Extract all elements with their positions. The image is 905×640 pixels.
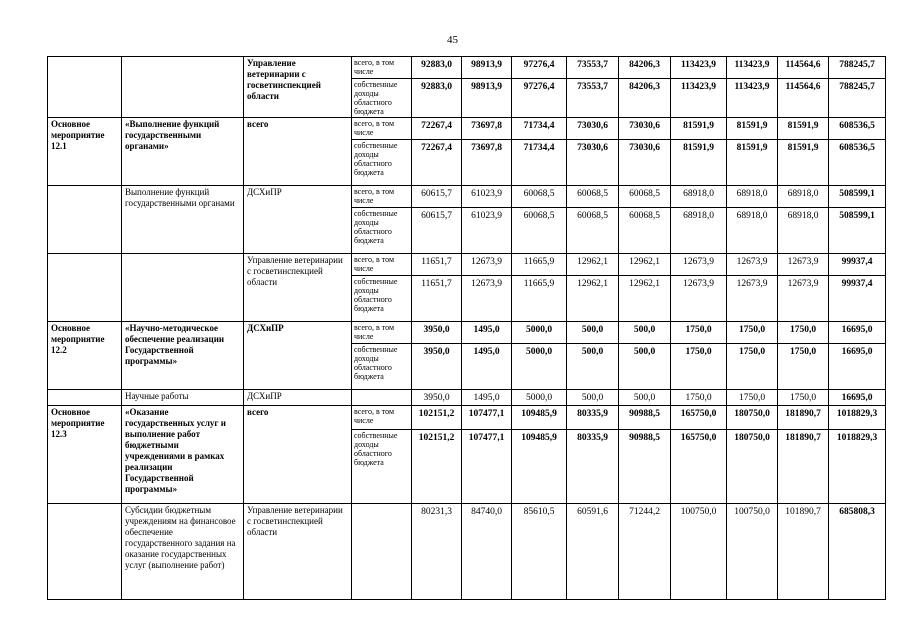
- activity-title-cell: [122, 254, 244, 322]
- value-cell: 90988,5: [619, 430, 671, 504]
- activity-name-cell: Основное мероприятие 12.3: [48, 406, 122, 504]
- table-row: [48, 57, 886, 79]
- value-cell: 73553,7: [567, 57, 619, 79]
- value-cell: 107477,1: [462, 406, 512, 430]
- table-row: [48, 254, 886, 276]
- source-note-cell: всего, в том числе: [352, 406, 412, 430]
- value-cell: 60615,7: [412, 208, 462, 254]
- value-cell: 5000,0: [512, 390, 567, 406]
- source-note-cell: собственные доходы областного бюджета: [352, 79, 412, 118]
- value-cell: 1750,0: [727, 322, 778, 344]
- value-cell: 500,0: [619, 344, 671, 390]
- value-cell: 68918,0: [778, 208, 829, 254]
- value-cell: 73553,7: [567, 79, 619, 118]
- value-cell: 1750,0: [727, 344, 778, 390]
- value-cell: 114564,6: [778, 57, 829, 79]
- value-cell: 12673,9: [778, 276, 829, 322]
- value-cell: 1750,0: [671, 344, 727, 390]
- value-cell: 685808,3: [829, 504, 886, 600]
- activity-title-cell: «Выполнение функций государственными органами»: [122, 118, 244, 186]
- value-cell: 113423,9: [671, 57, 727, 79]
- value-cell: 500,0: [619, 322, 671, 344]
- value-cell: 12673,9: [462, 276, 512, 322]
- activity-title-cell: «Оказание государственных услуг и выполнение работ бюджетными учреждениями в рамках реализации Государственной программы»: [122, 406, 244, 504]
- source-note-cell: [352, 504, 412, 600]
- activity-name-cell: [48, 57, 122, 118]
- value-cell: 12673,9: [462, 254, 512, 276]
- value-cell: 11665,9: [512, 254, 567, 276]
- value-cell: 68918,0: [778, 186, 829, 208]
- value-cell: 99937,4: [829, 276, 886, 322]
- value-cell: 80231,3: [412, 504, 462, 600]
- activity-name-cell: [48, 254, 122, 322]
- value-cell: 60068,5: [567, 186, 619, 208]
- source-note-cell: собственные доходы областного бюджета: [352, 140, 412, 186]
- value-cell: 500,0: [567, 322, 619, 344]
- activity-name-cell: [48, 504, 122, 600]
- value-cell: 114564,6: [778, 79, 829, 118]
- value-cell: 81591,9: [671, 140, 727, 186]
- source-note-cell: всего, в том числе: [352, 186, 412, 208]
- executor-cell: всего: [244, 406, 352, 504]
- value-cell: 11651,7: [412, 254, 462, 276]
- value-cell: 60068,5: [619, 208, 671, 254]
- value-cell: 1018829,3: [829, 430, 886, 504]
- activity-title-cell: «Научно-методическое обеспечение реализации Государственной программы»: [122, 322, 244, 390]
- activity-name-cell: [48, 390, 122, 406]
- activity-title-cell: Выполнение функций государственными органами: [122, 186, 244, 254]
- value-cell: 1750,0: [778, 322, 829, 344]
- value-cell: 71734,4: [512, 140, 567, 186]
- value-cell: 113423,9: [671, 79, 727, 118]
- activity-title-cell: Научные работы: [122, 390, 244, 406]
- value-cell: 61023,9: [462, 208, 512, 254]
- value-cell: 84206,3: [619, 57, 671, 79]
- value-cell: 16695,0: [829, 322, 886, 344]
- value-cell: 90988,5: [619, 406, 671, 430]
- value-cell: 3950,0: [412, 390, 462, 406]
- value-cell: 500,0: [567, 390, 619, 406]
- value-cell: 508599,1: [829, 186, 886, 208]
- value-cell: 113423,9: [727, 79, 778, 118]
- value-cell: 1495,0: [462, 390, 512, 406]
- value-cell: 788245,7: [829, 79, 886, 118]
- value-cell: 5000,0: [512, 344, 567, 390]
- source-note-cell: собственные доходы областного бюджета: [352, 344, 412, 390]
- value-cell: 16695,0: [829, 390, 886, 406]
- value-cell: 12673,9: [727, 254, 778, 276]
- value-cell: 1750,0: [778, 344, 829, 390]
- value-cell: 608536,5: [829, 118, 886, 140]
- activity-name-cell: Основное мероприятие 12.1: [48, 118, 122, 186]
- value-cell: 100750,0: [727, 504, 778, 600]
- value-cell: 73697,8: [462, 140, 512, 186]
- value-cell: 5000,0: [512, 322, 567, 344]
- value-cell: 788245,7: [829, 57, 886, 79]
- activity-name-cell: [48, 186, 122, 254]
- value-cell: 500,0: [619, 390, 671, 406]
- source-note-cell: собственные доходы областного бюджета: [352, 208, 412, 254]
- executor-cell: Управление ветеринарии с госветинспекцией области: [244, 254, 352, 322]
- value-cell: 1495,0: [462, 322, 512, 344]
- value-cell: 60068,5: [619, 186, 671, 208]
- value-cell: 3950,0: [412, 322, 462, 344]
- table-body: [48, 57, 886, 600]
- value-cell: 12962,1: [619, 254, 671, 276]
- value-cell: 68918,0: [727, 186, 778, 208]
- table-row: [48, 322, 886, 344]
- value-cell: 100750,0: [671, 504, 727, 600]
- value-cell: 71734,4: [512, 118, 567, 140]
- value-cell: 71244,2: [619, 504, 671, 600]
- activity-title-cell: Субсидии бюджетным учреждениям на финансовое обеспечение государственного задания на оказание государственных услуг (выполнение работ): [122, 504, 244, 600]
- value-cell: 72267,4: [412, 140, 462, 186]
- value-cell: 1750,0: [671, 390, 727, 406]
- value-cell: 3950,0: [412, 344, 462, 390]
- executor-cell: Управление ветеринарии с госветинспекцией области: [244, 57, 352, 118]
- value-cell: 1018829,3: [829, 406, 886, 430]
- value-cell: 81591,9: [671, 118, 727, 140]
- value-cell: 608536,5: [829, 140, 886, 186]
- table-row: [48, 186, 886, 208]
- value-cell: 11651,7: [412, 276, 462, 322]
- value-cell: 500,0: [567, 344, 619, 390]
- value-cell: 16695,0: [829, 344, 886, 390]
- value-cell: 60591,6: [567, 504, 619, 600]
- value-cell: 60068,5: [512, 208, 567, 254]
- value-cell: 81591,9: [727, 118, 778, 140]
- executor-cell: ДСХиПР: [244, 322, 352, 390]
- value-cell: 81591,9: [778, 118, 829, 140]
- value-cell: 92883,0: [412, 79, 462, 118]
- budget-table: [47, 56, 886, 600]
- value-cell: 12962,1: [567, 254, 619, 276]
- value-cell: 68918,0: [671, 208, 727, 254]
- value-cell: 98913,9: [462, 79, 512, 118]
- value-cell: 61023,9: [462, 186, 512, 208]
- activity-name-cell: Основное мероприятие 12.2: [48, 322, 122, 390]
- value-cell: 12962,1: [619, 276, 671, 322]
- value-cell: 97276,4: [512, 57, 567, 79]
- table-row: [48, 504, 886, 600]
- value-cell: 12962,1: [567, 276, 619, 322]
- value-cell: 12673,9: [671, 254, 727, 276]
- value-cell: 113423,9: [727, 57, 778, 79]
- value-cell: 72267,4: [412, 118, 462, 140]
- value-cell: 109485,9: [512, 406, 567, 430]
- table-row: [48, 406, 886, 430]
- value-cell: 85610,5: [512, 504, 567, 600]
- value-cell: 60068,5: [512, 186, 567, 208]
- value-cell: 73030,6: [567, 140, 619, 186]
- value-cell: 508599,1: [829, 208, 886, 254]
- value-cell: 98913,9: [462, 57, 512, 79]
- value-cell: 181890,7: [778, 430, 829, 504]
- executor-cell: ДСХиПР: [244, 390, 352, 406]
- value-cell: 1495,0: [462, 344, 512, 390]
- source-note-cell: собственные доходы областного бюджета: [352, 276, 412, 322]
- value-cell: 81591,9: [778, 140, 829, 186]
- page-number: 45: [447, 34, 458, 46]
- executor-cell: Управление ветеринарии с госветинспекцией области: [244, 504, 352, 600]
- value-cell: 84206,3: [619, 79, 671, 118]
- value-cell: 109485,9: [512, 430, 567, 504]
- source-note-cell: всего, в том числе: [352, 118, 412, 140]
- value-cell: 73030,6: [619, 140, 671, 186]
- value-cell: 97276,4: [512, 79, 567, 118]
- value-cell: 101890,7: [778, 504, 829, 600]
- value-cell: 73697,8: [462, 118, 512, 140]
- value-cell: 12673,9: [727, 276, 778, 322]
- value-cell: 181890,7: [778, 406, 829, 430]
- value-cell: 102151,2: [412, 430, 462, 504]
- value-cell: 165750,0: [671, 430, 727, 504]
- value-cell: 73030,6: [567, 118, 619, 140]
- activity-title-cell: [122, 57, 244, 118]
- value-cell: 99937,4: [829, 254, 886, 276]
- value-cell: 80335,9: [567, 406, 619, 430]
- value-cell: 165750,0: [671, 406, 727, 430]
- value-cell: 180750,0: [727, 430, 778, 504]
- table-row: [48, 390, 886, 406]
- source-note-cell: всего, в том числе: [352, 254, 412, 276]
- value-cell: 1750,0: [778, 390, 829, 406]
- value-cell: 11665,9: [512, 276, 567, 322]
- value-cell: 84740,0: [462, 504, 512, 600]
- value-cell: 1750,0: [727, 390, 778, 406]
- value-cell: 81591,9: [727, 140, 778, 186]
- value-cell: 60068,5: [567, 208, 619, 254]
- source-note-cell: всего, в том числе: [352, 322, 412, 344]
- value-cell: 68918,0: [727, 208, 778, 254]
- value-cell: 12673,9: [671, 276, 727, 322]
- value-cell: 1750,0: [671, 322, 727, 344]
- value-cell: 92883,0: [412, 57, 462, 79]
- value-cell: 60615,7: [412, 186, 462, 208]
- source-note-cell: [352, 390, 412, 406]
- source-note-cell: собственные доходы областного бюджета: [352, 430, 412, 504]
- value-cell: 73030,6: [619, 118, 671, 140]
- value-cell: 12673,9: [778, 254, 829, 276]
- value-cell: 180750,0: [727, 406, 778, 430]
- value-cell: 107477,1: [462, 430, 512, 504]
- table-row: [48, 118, 886, 140]
- value-cell: 102151,2: [412, 406, 462, 430]
- value-cell: 80335,9: [567, 430, 619, 504]
- executor-cell: ДСХиПР: [244, 186, 352, 254]
- executor-cell: всего: [244, 118, 352, 186]
- value-cell: 68918,0: [671, 186, 727, 208]
- source-note-cell: всего, в том числе: [352, 57, 412, 79]
